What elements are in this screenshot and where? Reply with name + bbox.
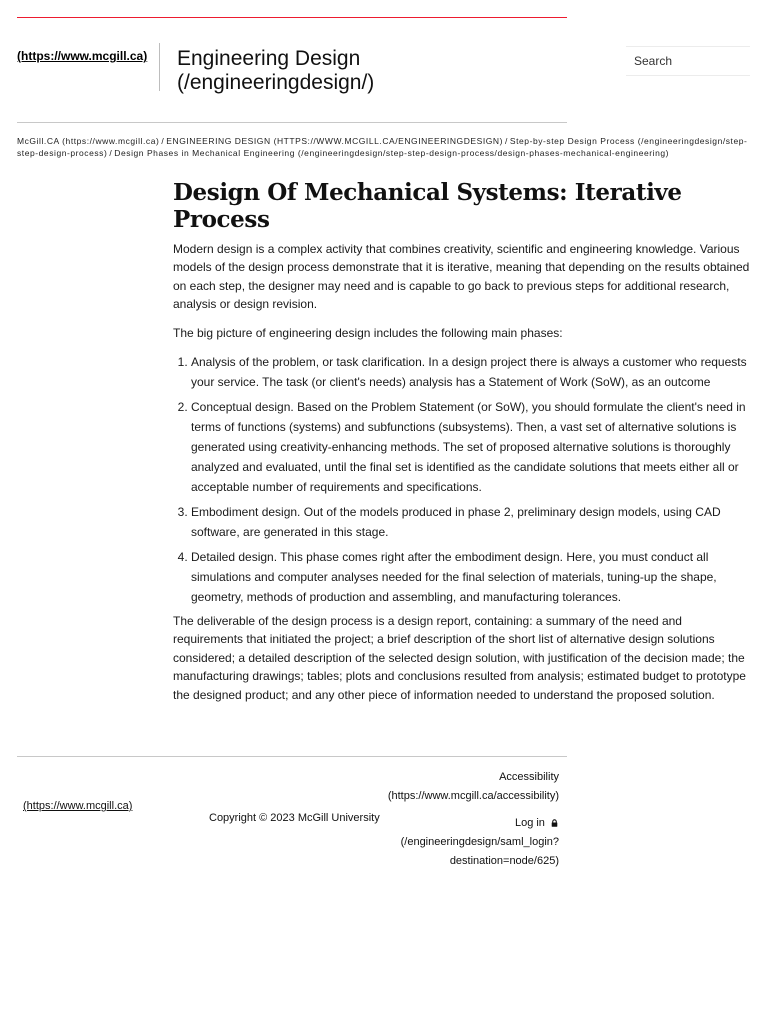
main-content [173,179,755,714]
mcgill-home-link[interactable]: (https://www.mcgill.ca) [17,49,148,63]
site-title-line2: (/engineeringdesign/) [177,71,375,94]
search-input[interactable] [626,46,750,76]
intro-paragraph: Modern design is a complex activity that combines creativity, scientific and engineering knowledge. Various models of the design process demonstrate that it is iterative, meaning that depending on the results obtained on each step, the designer may need and is capable to go back to previous steps for additional research, analysis or design revision. [173,242,750,312]
copyright-text: Copyright © 2023 McGill University [209,812,380,824]
breadcrumb-item-engineering-design[interactable]: ENGINEERING DESIGN (HTTPS://WWW.MCGILL.CA/ENGINEERINGDESIGN) [166,136,503,146]
site-title-line1: Engineering Design [177,47,361,70]
breadcrumb-item-design-process[interactable]: Step-by-step Design Process (/engineeringdesign/step-step-design-process) [17,136,748,158]
breadcrumb-separator: / [161,136,165,146]
breadcrumb-separator: / [109,148,113,158]
breadcrumb-item-design-phases[interactable]: Design Phases in Mechanical Engineering (/engineeringdesign/step-step-design-process/design-phases-mechanical-engineering) [114,148,670,158]
phase-item: 2. Conceptual design. Based on the Problem Statement (or SoW), you should formulate the client's need in terms of functions (systems) and subfunctions (subsystems). Then, a vast set of alternative solutions is generated using creativity-enhancing methods. The set of proposed alternative solutions is thoroughly analyzed and evaluated, until the final set is identified as the candidate solutions that meets either all or acceptable number of requirements and specifications. [191,397,755,497]
header-divider [159,43,160,91]
login-url-line2[interactable]: destination=node/625) [449,855,559,867]
accessibility-url[interactable]: (https://www.mcgill.ca/accessibility) [387,790,559,802]
search-label: Search [634,54,673,68]
top-accent-rule [17,17,567,18]
breadcrumb-item-mcgill[interactable]: McGill.CA (https://www.mcgill.ca) [17,136,160,146]
footer-divider-rule [17,756,567,757]
phase-item: 3. Embodiment design. Out of the models produced in phase 2, preliminary design models, using CAD software, are generated in this stage. [191,502,755,542]
header-divider-rule [17,122,567,123]
breadcrumb-separator: / [504,136,508,146]
footer-mcgill-link[interactable]: (https://www.mcgill.ca) [23,800,133,812]
accessibility-link[interactable]: Accessibility [499,771,559,783]
phase-item: 4. Detailed design. This phase comes right after the embodiment design. Here, you must conduct all simulations and computer analyses needed for the final selection of materials, tuning-up the shape, geometry, methods of production and assembling, and manufacturing tolerances. [191,547,755,607]
login-link-block[interactable] [380,814,559,871]
page-title: Design Of Mechanical Systems: Iterative Process [173,179,682,233]
breadcrumb [17,135,752,159]
accessibility-link-block[interactable] [380,768,559,806]
login-url-line1[interactable]: (/engineeringdesign/saml_login? [400,836,559,848]
login-link[interactable] [380,814,559,833]
big-picture-paragraph: The big picture of engineering design includes the following main phases: [173,325,563,340]
login-label: Log in [514,817,545,829]
lock-icon [550,819,559,827]
phases-list [173,352,755,607]
phase-item: 1. Analysis of the problem, or task clarification. In a design project there is always a customer who requests your service. The task (or client's needs) analysis has a Statement of Work (SoW), as an outcome [191,352,755,392]
site-title-link[interactable] [177,47,547,95]
deliverable-paragraph: The deliverable of the design process is a design report, containing: a summary of the need and requirements that initiated the project; a brief description of the short list of alternative design solutions considered; a detailed description of the selected design solution, with justification of the decision made; the manufacturing drawings; tables; plots and conclusions resulted from analysis; estimated budget to prototype the designed product; and any other piece of information needed to understand the proposed solution. [173,614,746,702]
